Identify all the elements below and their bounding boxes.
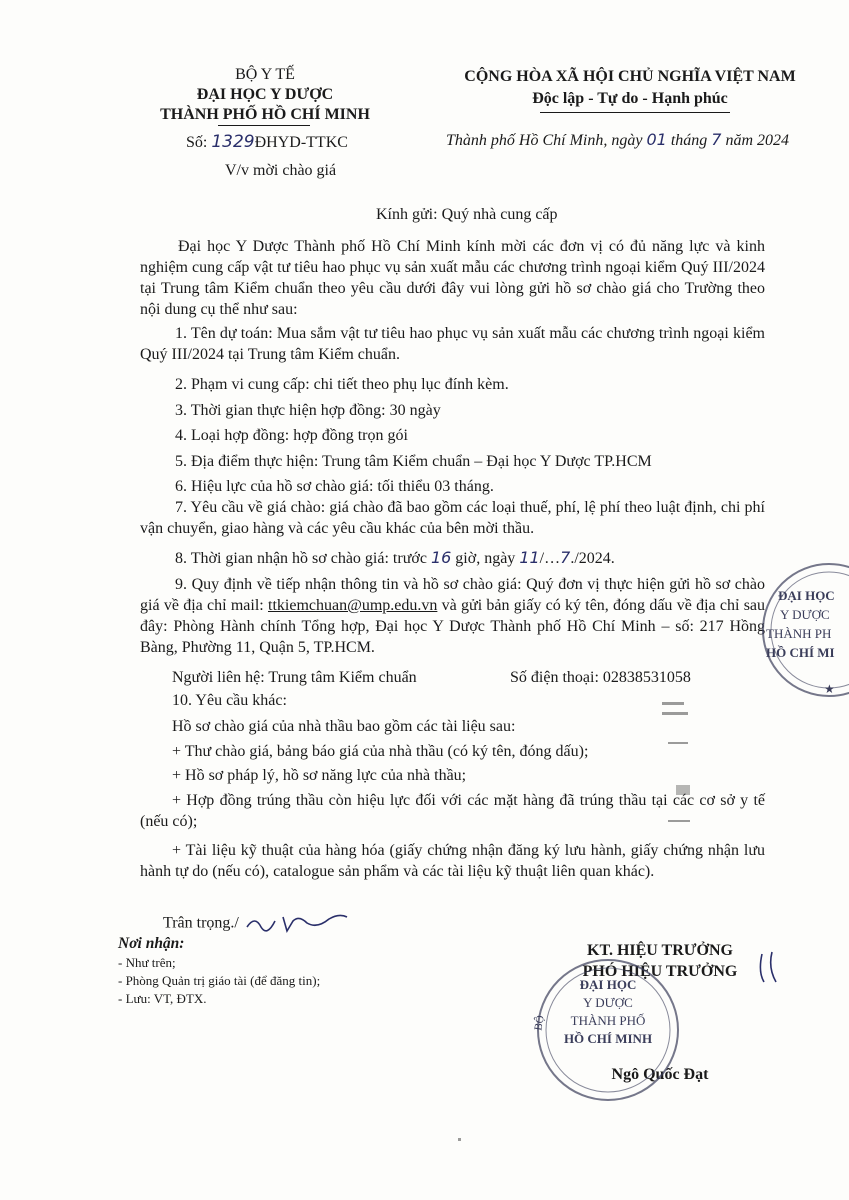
recipients-title: Nơi nhận: <box>118 935 185 952</box>
item-8-prefix: 8. Thời gian nhận hồ sơ chào giá: trước <box>175 550 427 567</box>
margin-mark <box>668 742 688 744</box>
item-2: 2. Phạm vi cung cấp: chi tiết theo phụ lục đính kèm. <box>175 376 509 393</box>
item-5: 5. Địa điểm thực hiện: Trung tâm Kiểm chuẩn – Đại học Y Dược TP.HCM <box>175 453 652 470</box>
date-month: 7 <box>711 130 722 149</box>
signature-mark <box>756 950 786 986</box>
item-10-c: + Hợp đồng trúng thầu còn hiệu lực đối với các mặt hàng đã trúng thầu tại các cơ sở y tế (nếu có); <box>140 792 765 830</box>
margin-mark <box>676 785 690 795</box>
contact-phone: Số điện thoại: 02838531058 <box>510 669 691 686</box>
item-10-intro: Hồ sơ chào giá của nhà thầu bao gồm các tài liệu sau: <box>172 718 516 735</box>
official-seal-main <box>528 955 688 1110</box>
seal-main-side: BỘ <box>532 1014 547 1032</box>
item-9-prefix: 9. Quy định về tiếp nhận thông tin và hồ sơ chào giá: Quý đơn vị thực hiện gửi hồ sơ chào giá về địa chỉ mail: <box>140 576 765 614</box>
item-4: 4. Loại hợp đồng: hợp đồng trọn gói <box>175 427 408 444</box>
university-name-line2: THÀNH PHỐ HỒ CHÍ MINH <box>160 106 370 123</box>
date-year: năm 2024 <box>725 132 790 149</box>
item-9 <box>140 574 765 658</box>
dot-mark <box>458 1138 461 1141</box>
seal-main-line-1: ĐẠI HỌC <box>579 977 637 992</box>
margin-mark <box>662 702 684 705</box>
margin-mark <box>662 712 688 715</box>
item-6: 6. Hiệu lực của hồ sơ chào giá: tối thiểu 03 tháng. <box>175 478 494 495</box>
item-9-suffix: và gửi bản giấy có ký tên, đóng dấu về địa chỉ sau đây: Phòng Hành chính Tổng hợp, Đại học Y Dược Thành phố Hồ Chí Minh – số: 217 Hồng Bàng, Phường 11, Quận 5, TP.HCM. <box>140 597 766 656</box>
official-seal-side <box>754 560 849 710</box>
recipient-item-2: - Phòng Quản trị giáo tài (để đăng tin); <box>118 973 321 988</box>
ministry-name: BỘ Y TẾ <box>235 66 295 83</box>
signer-name: Ngô Quốc Đạt <box>611 1066 709 1083</box>
seal-side-line-2: Y DƯỢC <box>780 607 830 622</box>
item-8: 8. Thời gian nhận hồ sơ chào giá: trước 16 giờ, ngày 11/…7./2024. <box>175 548 615 567</box>
ref-suffix: ĐHYD-TTKC <box>254 134 348 151</box>
closing-text: Trân trọng./ <box>163 914 239 932</box>
item-7: 7. Yêu cầu về giá chào: giá chào đã bao gồm các loại thuế, phí, lệ phí theo luật định, chi phí vận chuyển, giao hàng và các yêu cầu khác của bên mời thầu. <box>140 499 765 537</box>
seal-main-line-3: THÀNH PHỐ <box>570 1013 646 1028</box>
margin-mark <box>668 820 690 822</box>
closing <box>163 913 363 935</box>
ref-number-handwritten: 1329 <box>211 132 255 152</box>
signer-role-2: PHÓ HIỆU TRƯỞNG <box>582 963 738 980</box>
initials-scribble <box>243 913 363 935</box>
recipient-item-1: - Như trên; <box>118 955 176 970</box>
date-month-label: tháng <box>670 132 708 149</box>
item-1: 1. Tên dự toán: Mua sắm vật tư tiêu hao phục vụ sản xuất mẫu các chương trình ngoại kiểm Quý III/2024 tại Trung tâm Kiểm chuẩn. <box>140 325 765 363</box>
national-motto: Độc lập - Tự do - Hạnh phúc <box>532 90 728 107</box>
item-8-day: 11 <box>519 548 540 567</box>
issue-date <box>446 130 789 150</box>
item-10-b: + Hồ sơ pháp lý, hồ sơ năng lực của nhà thầu; <box>172 767 467 784</box>
star-icon: ★ <box>824 682 835 696</box>
item-10-d: + Tài liệu kỹ thuật của hàng hóa (giấy chứng nhận đăng ký lưu hành, giấy chứng nhận lưu hành tự do (nếu có), catalogue sản phẩm và các tài liệu kỹ thuật liên quan khác). <box>140 842 765 880</box>
item-8-year: /2024. <box>574 550 615 567</box>
date-prefix: Thành phố Hồ Chí Minh, ngày <box>446 132 643 149</box>
recipient-item-3: - Lưu: VT, ĐTX. <box>118 991 207 1006</box>
seal-main-line-4: HỒ CHÍ MINH <box>563 1031 653 1046</box>
item-8-hour: 16 <box>430 548 452 567</box>
header-right-rule <box>540 112 730 113</box>
reference-number <box>186 132 348 152</box>
signer-role-1: KT. HIỆU TRƯỞNG <box>587 942 733 959</box>
seal-side-line-4: HỒ CHÍ MI <box>766 645 835 660</box>
date-day: 01 <box>646 130 667 149</box>
item-10-a: + Thư chào giá, bảng báo giá của nhà thầu (có ký tên, đóng dấu); <box>172 743 589 760</box>
subject-line: V/v mời chào giá <box>225 162 337 179</box>
item-8-mid: giờ, ngày <box>455 550 516 567</box>
contact-person: Người liên hệ: Trung tâm Kiểm chuẩn <box>172 669 417 686</box>
item-3: 3. Thời gian thực hiện hợp đồng: 30 ngày <box>175 402 441 419</box>
item-9-email[interactable]: ttkiemchuan@ump.edu.vn <box>268 597 438 614</box>
item-8-month: 7 <box>560 548 571 567</box>
seal-side-line-1: ĐẠI HỌC <box>778 588 835 603</box>
header-left-rule <box>218 125 310 126</box>
university-name-line1: ĐẠI HỌC Y DƯỢC <box>196 86 334 103</box>
ref-prefix: Số: <box>186 134 208 151</box>
recipient-line: Kính gửi: Quý nhà cung cấp <box>376 206 558 223</box>
intro-paragraph: Đại học Y Dược Thành phố Hồ Chí Minh kính mời các đơn vị có đủ năng lực và kinh nghiệm cung cấp vật tư tiêu hao phục vụ sản xuất mẫu các chương trình ngoại kiểm Quý III/2024 tại Trung tâm Kiểm chuẩn theo yêu cầu dưới đây vui lòng gửi hồ sơ chào giá cho Trường theo nội dung cụ thể như sau: <box>140 238 765 318</box>
seal-side-line-3: THÀNH PH <box>766 626 832 641</box>
country-name: CỘNG HÒA XÃ HỘI CHỦ NGHĨA VIỆT NAM <box>464 68 796 85</box>
item-10: 10. Yêu cầu khác: <box>172 692 287 709</box>
seal-main-line-2: Y DƯỢC <box>583 995 633 1010</box>
